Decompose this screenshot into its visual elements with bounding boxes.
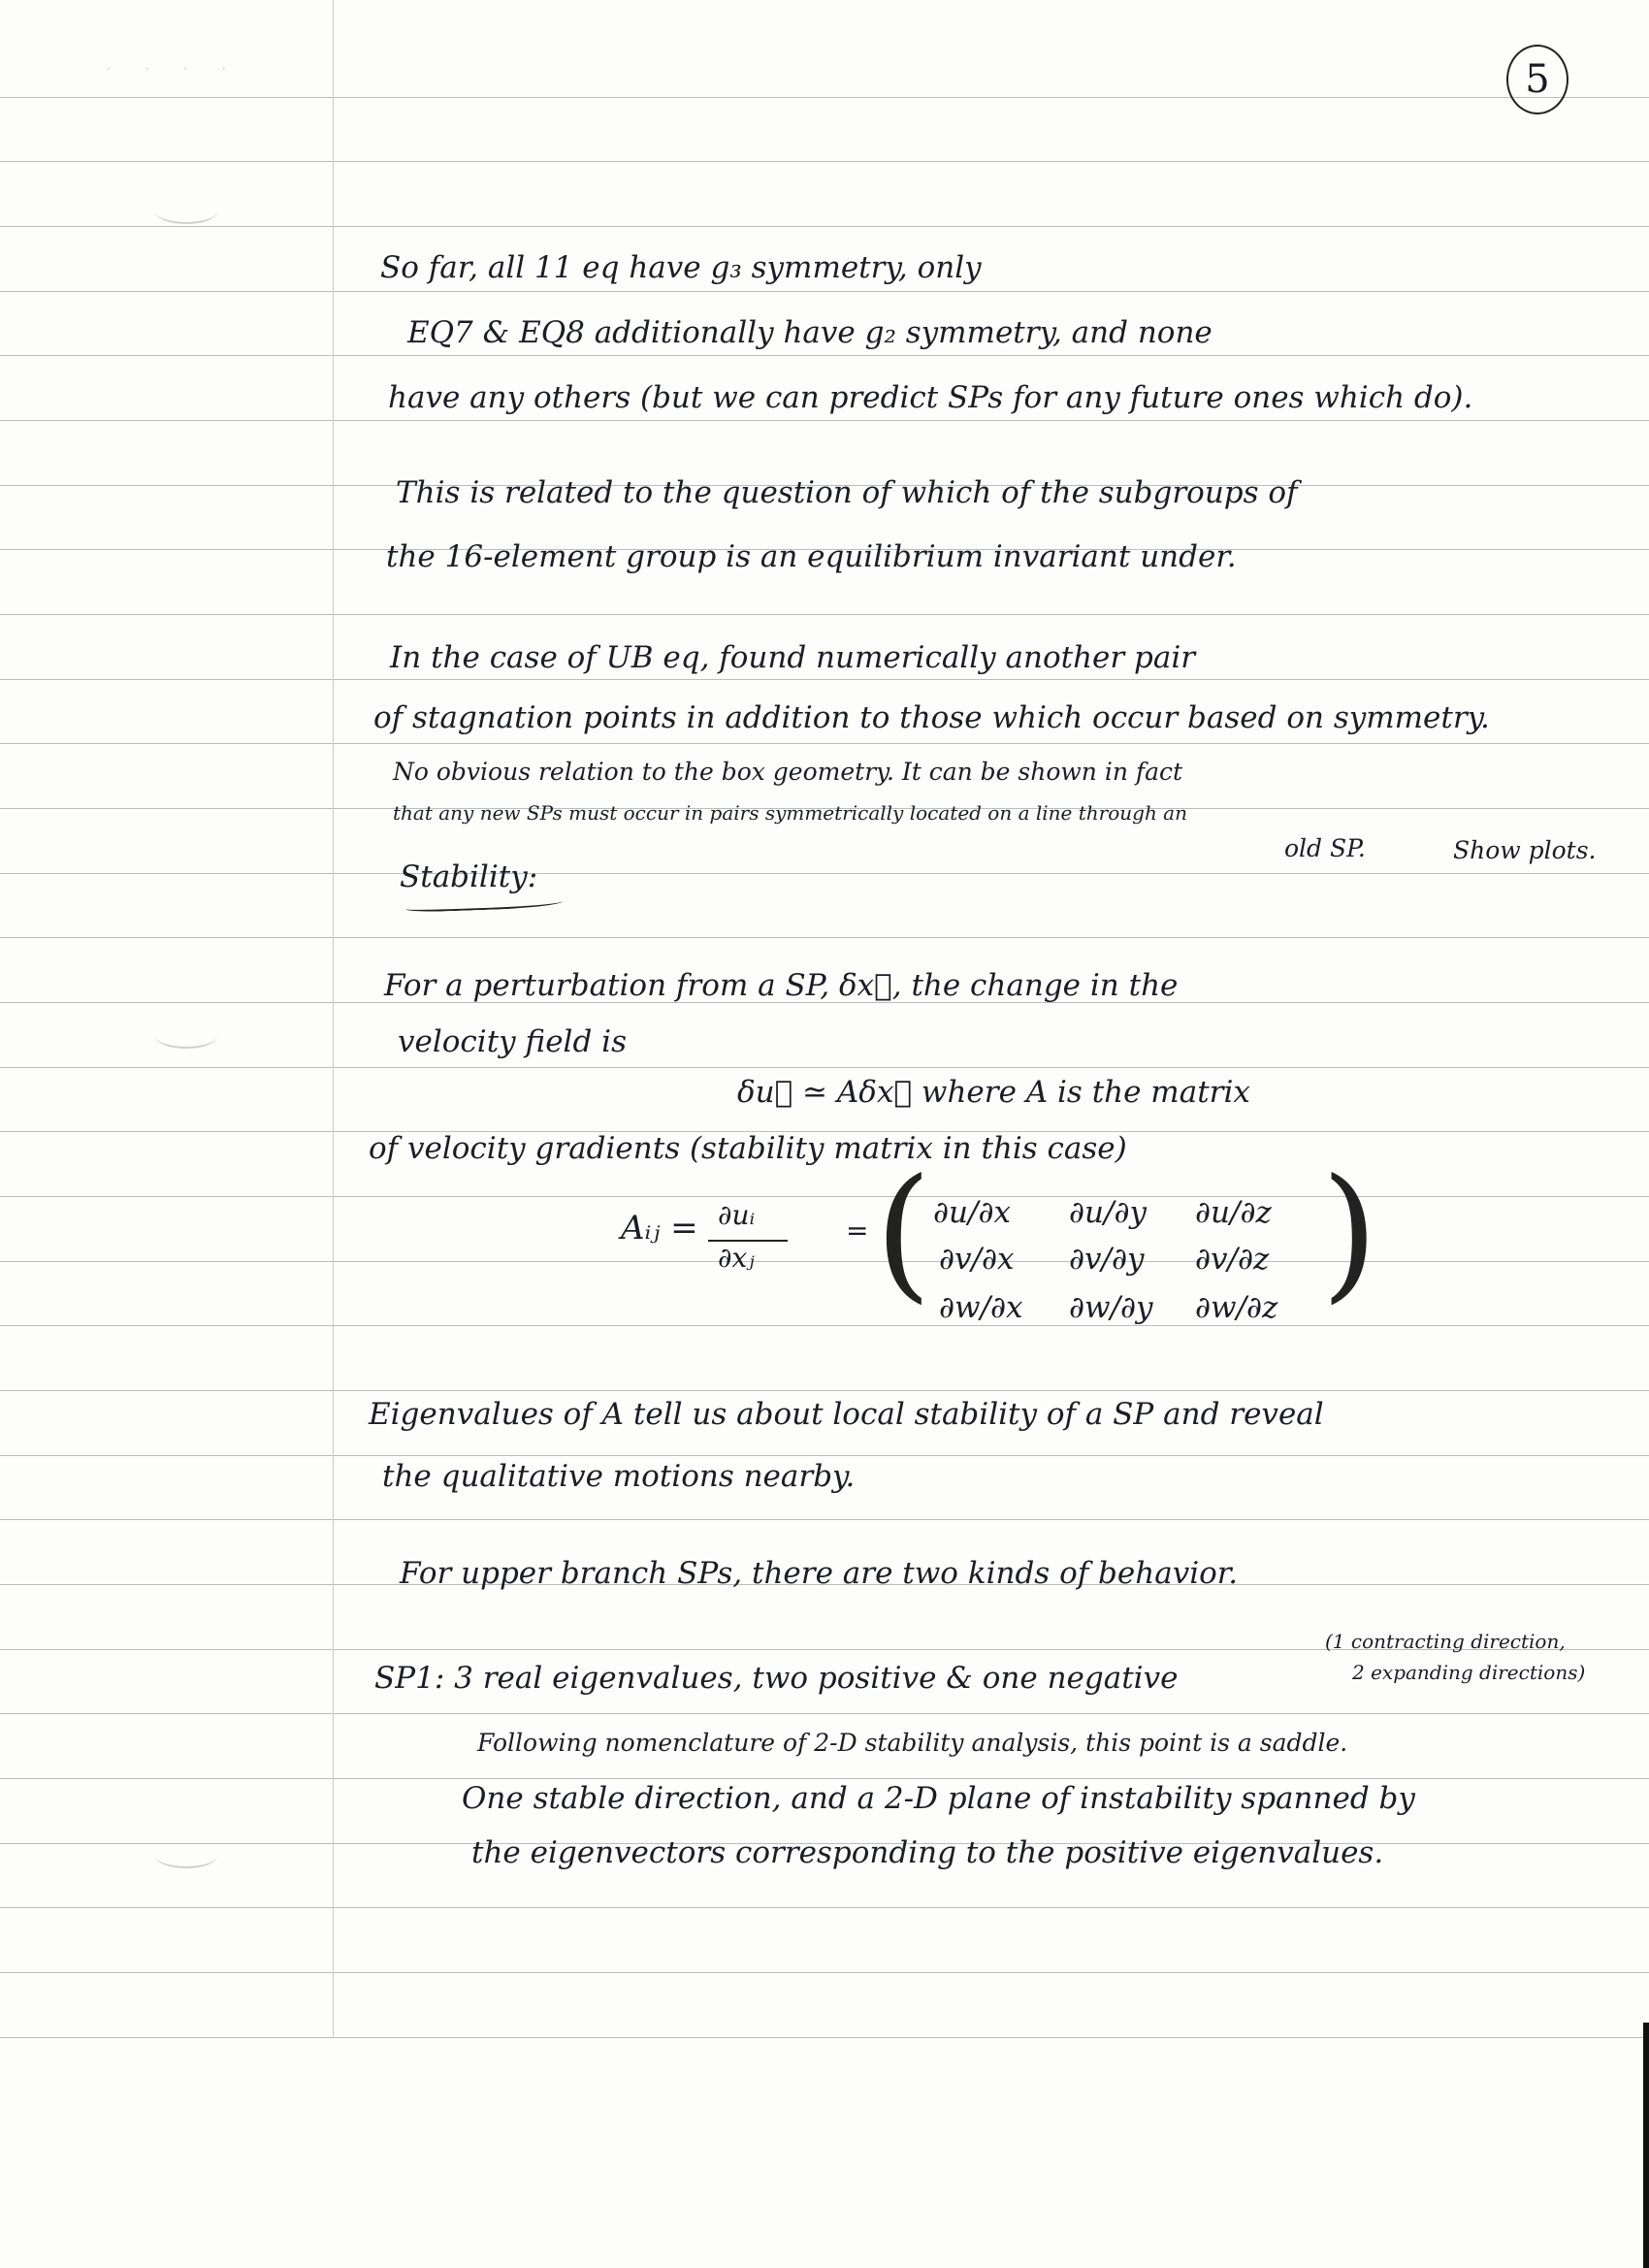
ruled-line (0, 420, 1649, 421)
note-line: Eigenvalues of A tell us about local stability of a SP and reveal (369, 1397, 1324, 1432)
note-line: velocity field is (398, 1024, 627, 1059)
equals-sign: = (846, 1215, 869, 1247)
margin-line (333, 0, 334, 2037)
note-line: Following nomenclature of 2-D stability analysis, this point is a saddle. (477, 1729, 1348, 1757)
matrix-cell: ∂w/∂y (1069, 1290, 1153, 1325)
ruled-line (0, 1325, 1649, 1326)
ruled-line (0, 1196, 1649, 1197)
right-paren-icon: ) (1321, 1149, 1378, 1317)
ruled-line (0, 291, 1649, 292)
ruled-line (0, 1067, 1649, 1068)
left-paren-icon: ( (875, 1149, 932, 1317)
ruled-line (0, 679, 1649, 680)
note-line: have any others (but we can predict SPs for any future ones which do). (388, 380, 1473, 415)
note-line: old SP. (1284, 834, 1366, 862)
ruled-line (0, 1390, 1649, 1391)
matrix-cell: ∂w/∂z (1195, 1290, 1278, 1325)
matrix-cell: ∂u/∂z (1195, 1195, 1272, 1230)
matrix-cell: ∂v/∂x (939, 1242, 1015, 1277)
matrix-lhs: Aᵢⱼ = (621, 1209, 698, 1247)
ruled-line (0, 614, 1649, 615)
note-line: δu⃗ ≃ Aδx⃗ where A is the matrix (737, 1075, 1250, 1110)
ruled-line (0, 1972, 1649, 1973)
matrix-cell: ∂v/∂y (1069, 1242, 1145, 1277)
section-heading: Stability: (400, 859, 538, 894)
ruled-line (0, 226, 1649, 227)
ruled-line (0, 1907, 1649, 1908)
note-line: In the case of UB eq, found numerically another pair (390, 640, 1196, 675)
punch-hole-mark (155, 1023, 217, 1049)
punch-hole-mark (155, 1843, 217, 1868)
note-line: For upper branch SPs, there are two kinds of behavior. (400, 1556, 1239, 1591)
ruled-line (0, 2037, 1649, 2038)
heading-underline (405, 895, 563, 913)
ruled-line (0, 161, 1649, 162)
ruled-line (0, 743, 1649, 744)
matrix-cell: ∂u/∂x (933, 1195, 1011, 1230)
fraction-numerator: ∂uᵢ (718, 1199, 756, 1231)
note-line: EQ7 & EQ8 additionally have g₂ symmetry, and none (407, 315, 1212, 350)
ruled-line (0, 873, 1649, 874)
note-line: For a perturbation from a SP, δx⃗, the change in the (384, 968, 1179, 1003)
note-line: Show plots. (1453, 836, 1597, 864)
punch-hole-mark (155, 199, 217, 224)
ruled-line (0, 97, 1649, 98)
note-line: SP1: 3 real eigenvalues, two positive & one negative (374, 1661, 1179, 1696)
matrix-cell: ∂u/∂y (1069, 1195, 1147, 1230)
note-line: So far, all 11 eq have g₃ symmetry, only (380, 250, 982, 285)
ruled-line (0, 1713, 1649, 1714)
note-line: No obvious relation to the box geometry. It can be shown in fact (393, 758, 1183, 786)
page-number: 5 (1506, 45, 1568, 114)
note-line: that any new SPs must occur in pairs symmetrically located on a line through an (393, 801, 1187, 825)
fraction-denominator: ∂xⱼ (718, 1242, 755, 1274)
note-line: This is related to the question of which of the subgroups of (396, 475, 1298, 510)
note-line: the eigenvectors corresponding to the positive eigenvalues. (471, 1835, 1384, 1870)
ruled-line (0, 1778, 1649, 1779)
note-line: One stable direction, and a 2-D plane of instability spanned by (462, 1781, 1415, 1816)
ruled-line (0, 937, 1649, 938)
note-line: of velocity gradients (stability matrix in this case) (369, 1131, 1127, 1166)
matrix-cell: ∂v/∂z (1195, 1242, 1270, 1277)
note-line: the 16-element group is an equilibrium invariant under. (386, 539, 1237, 574)
ruled-line (0, 355, 1649, 356)
scan-edge (1643, 2023, 1649, 2268)
ruled-line (0, 1519, 1649, 1520)
note-line: of stagnation points in addition to those which occur based on symmetry. (373, 700, 1490, 735)
matrix-cell: ∂w/∂x (939, 1290, 1023, 1325)
note-aside: 2 expanding directions) (1352, 1661, 1586, 1684)
ruled-line (0, 1261, 1649, 1262)
ruled-line (0, 1455, 1649, 1456)
note-line: the qualitative motions nearby. (382, 1459, 856, 1494)
note-aside: (1 contracting direction, (1325, 1630, 1566, 1653)
paper-specks: · · · · (107, 62, 242, 76)
